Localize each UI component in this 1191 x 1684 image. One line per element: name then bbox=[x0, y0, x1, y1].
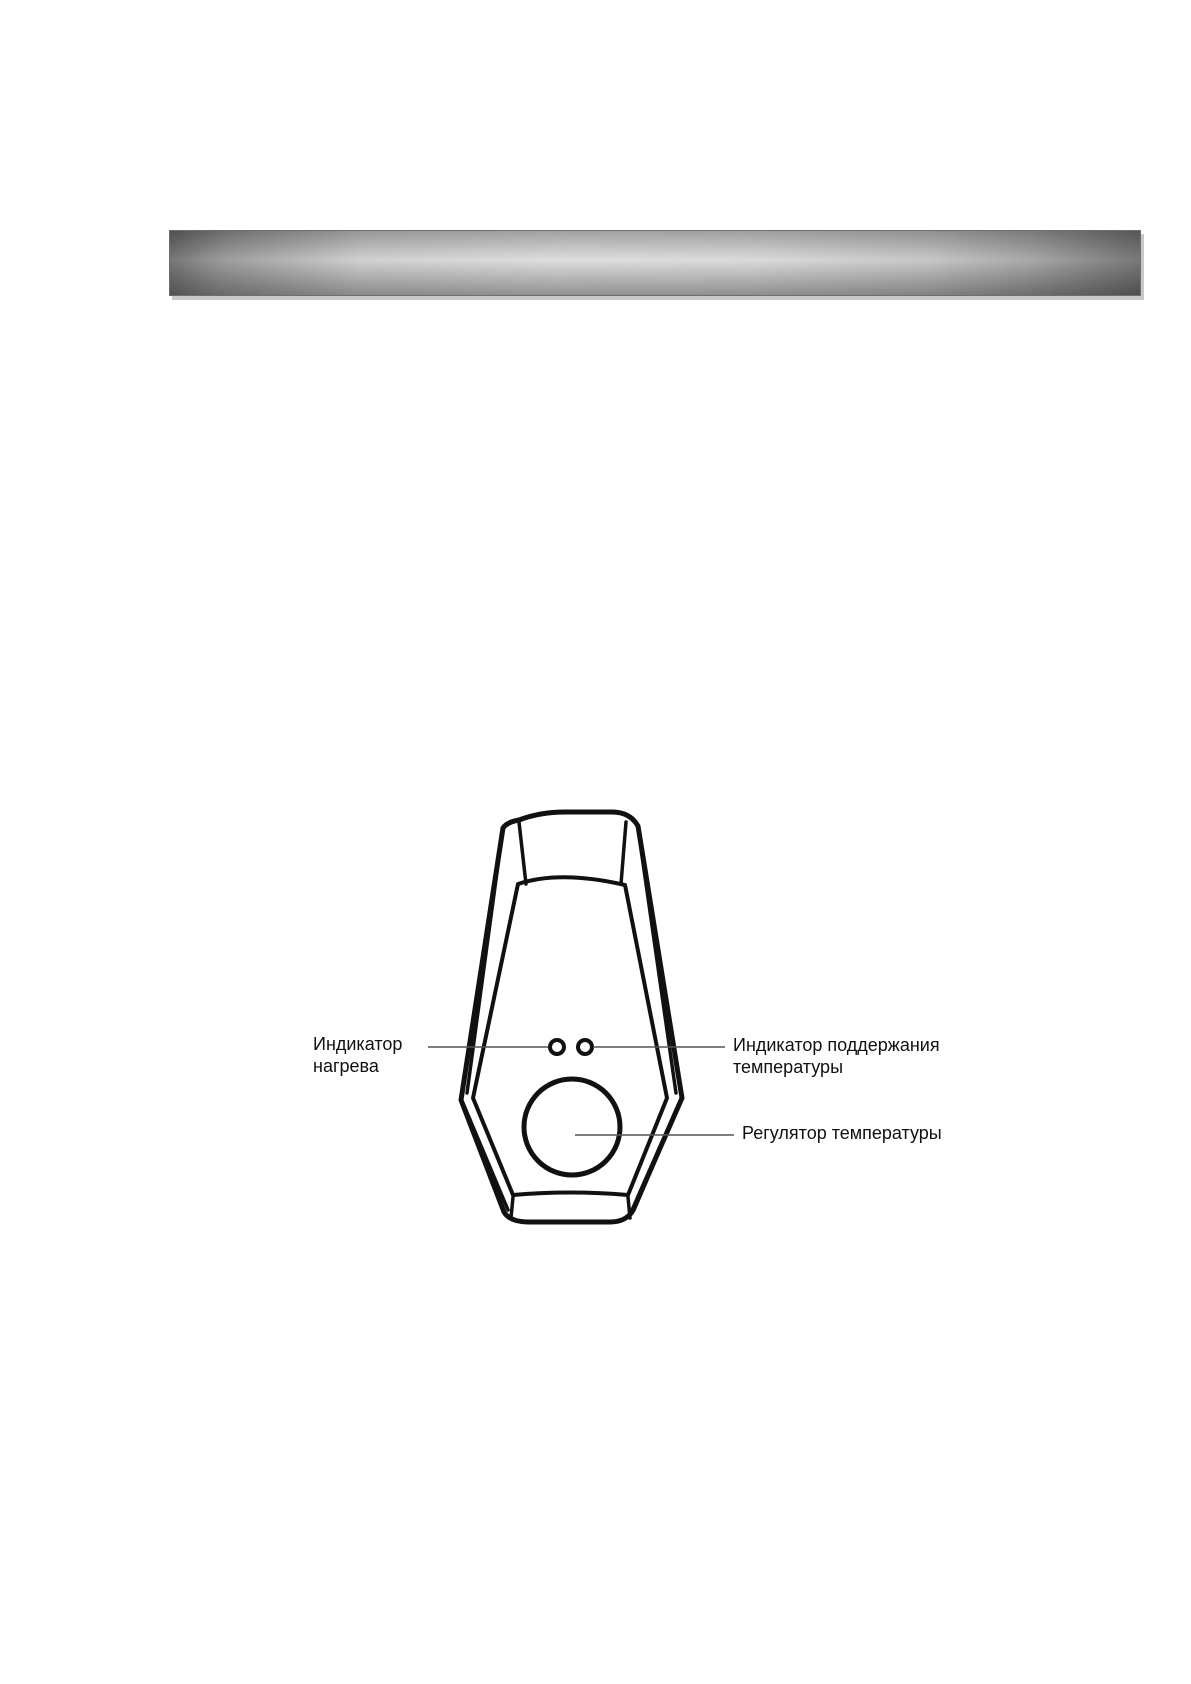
heating-indicator-label-line1: Индикатор bbox=[313, 1034, 403, 1054]
heater-body-outline bbox=[461, 812, 682, 1222]
heating-indicator-label-line2: нагрева bbox=[313, 1056, 379, 1076]
heating-indicator-label bbox=[313, 1033, 402, 1077]
temperature-knob bbox=[524, 1079, 620, 1175]
maintain-indicator-label-line2: температуры bbox=[733, 1057, 844, 1077]
maintain-indicator-label-line1: Индикатор поддержания bbox=[733, 1035, 940, 1055]
maintain-indicator-led bbox=[578, 1040, 592, 1054]
temperature-regulator-label bbox=[742, 1122, 942, 1144]
maintain-indicator-label bbox=[733, 1034, 940, 1078]
heating-indicator-led bbox=[550, 1040, 564, 1054]
temperature-regulator-label-text: Регулятор температуры bbox=[742, 1123, 942, 1143]
